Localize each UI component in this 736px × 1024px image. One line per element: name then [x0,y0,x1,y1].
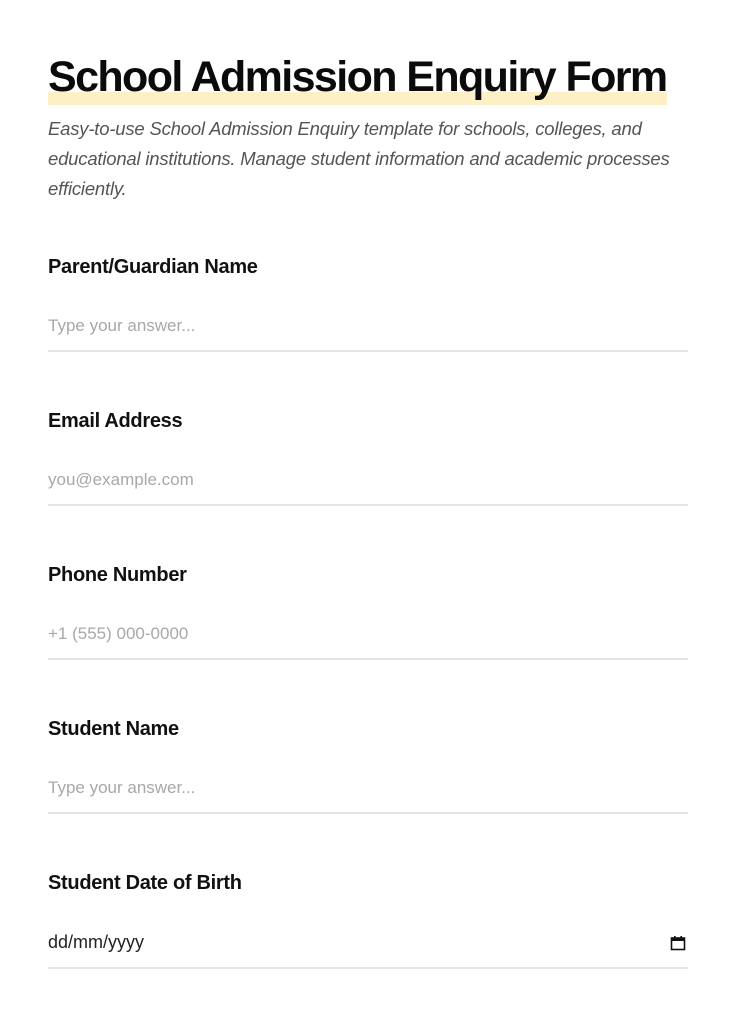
field-label: Student Date of Birth [48,872,242,894]
field-label: Parent/Guardian Name [48,256,258,278]
student-name-input[interactable] [48,778,688,814]
student-dob-input[interactable] [48,932,688,969]
field-phone-number [48,562,688,660]
field-label: Student Name [48,718,179,740]
field-email-address [48,408,688,506]
field-student-name [48,716,688,814]
parent-guardian-name-input[interactable] [48,316,688,352]
title-wrap [48,52,667,102]
calendar-icon[interactable] [670,935,686,951]
field-label: Email Address [48,410,183,432]
field-student-date-of-birth [48,870,688,969]
form-description: Easy-to-use School Admission Enquiry template for schools, colleges, and educational institutions. Manage student information and academic processes efficiently. [48,118,670,199]
phone-number-input[interactable] [48,624,688,660]
email-address-input[interactable] [48,470,688,506]
field-parent-guardian-name [48,254,688,352]
field-label: Phone Number [48,564,187,586]
page-title: School Admission Enquiry Form [48,53,667,101]
date-placeholder: dd/mm/yyyy [48,932,145,952]
